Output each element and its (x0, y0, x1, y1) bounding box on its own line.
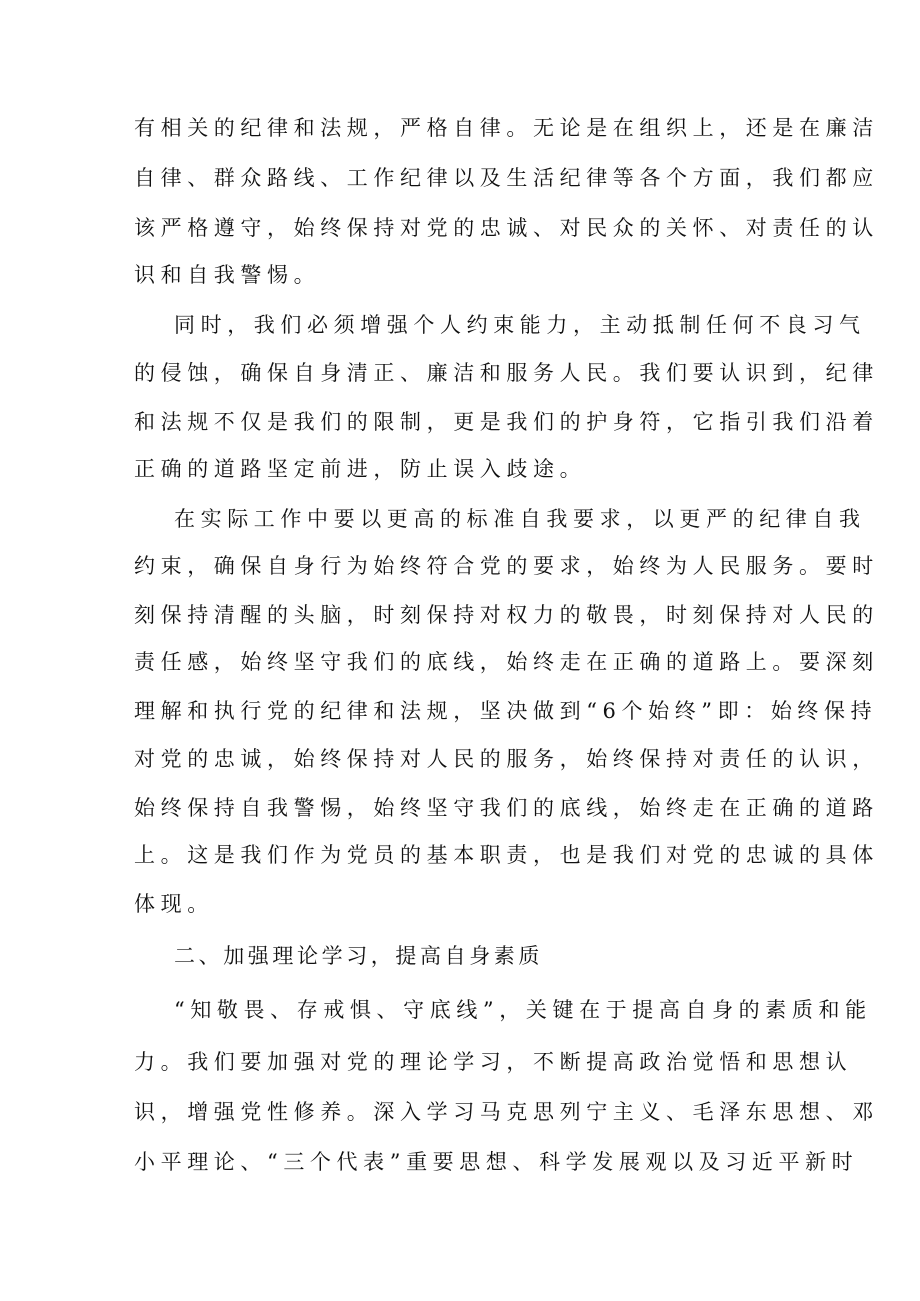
text-line: 责任感，始终坚守我们的底线，始终走在正确的道路上。要深刻 (134, 650, 879, 674)
text-line: 上。这是我们作为党员的基本职责，也是我们对党的忠诚的具体 (134, 843, 879, 867)
text-line: 识，增强党性修养。深入学习马克思列宁主义、毛泽东思想、邓 (134, 1100, 879, 1124)
text-line: 正确的道路坚定前进，防止误入歧途。 (134, 457, 587, 481)
text-line: 力。我们要加强对党的理论学习，不断提高政治觉悟和思想认 (134, 1050, 853, 1074)
text-line: 体现。 (134, 892, 214, 916)
text-line: 约束，确保自身行为始终符合党的要求，始终为人民服务。要时 (134, 554, 879, 578)
paragraph-first-line: 同时，我们必须增强个人约束能力，主动抵制任何不良习气 (174, 313, 866, 337)
paragraph-first-line: “知敬畏、存戒惧、守底线”，关键在于提高自身的素质和能 (174, 998, 872, 1022)
text-line: 和法规不仅是我们的限制，更是我们的护身符，它指引我们沿着 (134, 410, 879, 434)
text-line: 自律、群众路线、工作纪律以及生活纪律等各个方面，我们都应 (134, 166, 879, 190)
text-line: 理解和执行党的纪律和法规，坚决做到“6个始终”即：始终保持 (134, 699, 878, 723)
text-line: 的侵蚀，确保自身清正、廉洁和服务人民。我们要认识到，纪律 (134, 361, 879, 385)
section-heading: 二、加强理论学习，提高自身素质 (174, 944, 543, 968)
text-line: 识和自我警惕。 (134, 263, 321, 287)
text-line: 始终保持自我警惕，始终坚守我们的底线，始终走在正确的道路 (134, 796, 879, 820)
text-line: 有相关的纪律和法规，严格自律。无论是在组织上，还是在廉洁 (134, 116, 879, 140)
text-line: 对党的忠诚，始终保持对人民的服务，始终保持对责任的认识， (134, 747, 879, 771)
text-line: 该严格遵守，始终保持对党的忠诚、对民众的关怀、对责任的认 (134, 216, 879, 240)
text-line: 刻保持清醒的头脑，时刻保持对权力的敬畏，时刻保持对人民的 (134, 603, 879, 627)
text-line: 小平理论、“三个代表”重要思想、科学发展观以及习近平新时 (134, 1150, 859, 1174)
paragraph-first-line: 在实际工作中要以更高的标准自我要求，以更严的纪律自我 (174, 507, 866, 531)
